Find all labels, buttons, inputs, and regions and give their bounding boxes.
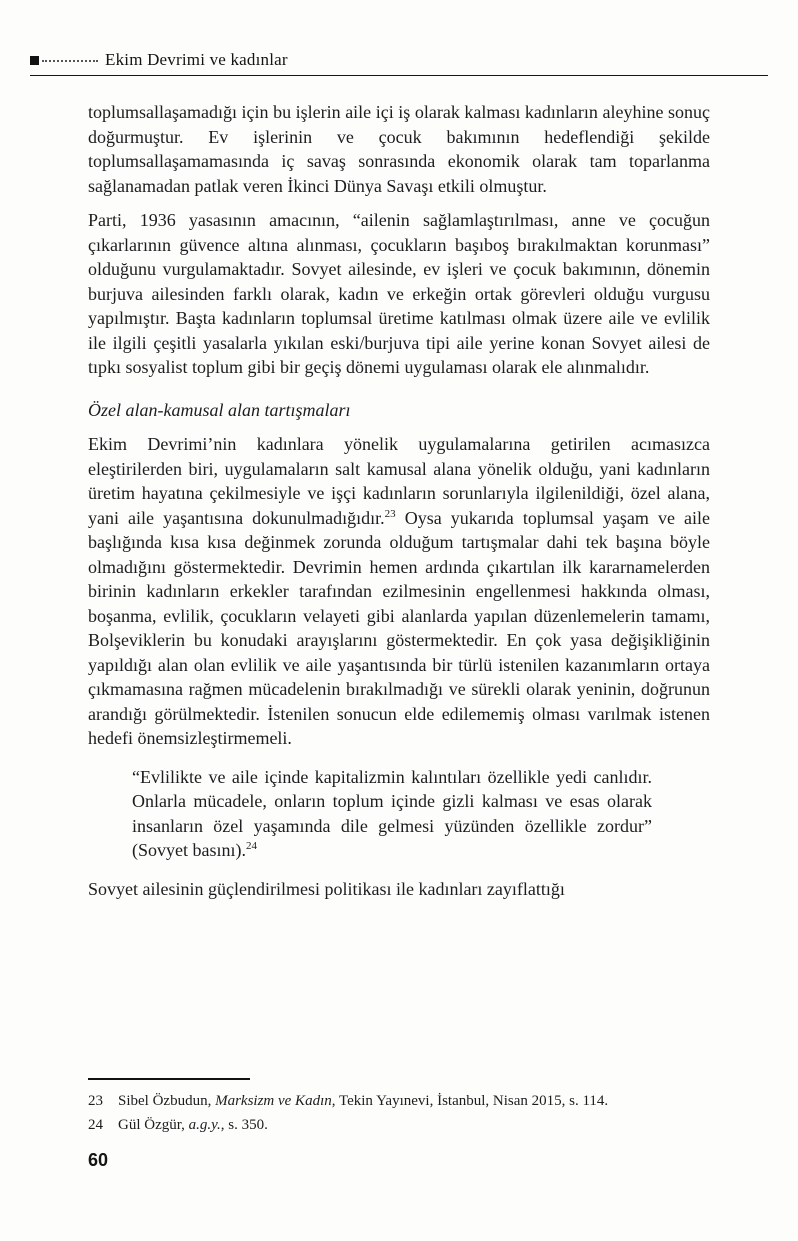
footnote-ref-23: 23 bbox=[384, 507, 396, 520]
footnote-text bbox=[118, 1113, 710, 1137]
paragraph-text: Ekim Devrimi’nin kadınlara yönelik uygulamalarına getirilen acımasızca eleştirilerden biri, uygulamaların salt kamusal alana yönelik olduğu, yani kadınların üretim hayatına çekilmesiyle ve işçi kadınların sorunlarıyla ilgilenildiği, özel alana, yani aile yaşantısına dokunulmadığıdır. bbox=[88, 434, 710, 528]
body-paragraph-2: Parti, 1936 yasasının amacının, “ailenin sağlamlaştırılması, anne ve çocuğun çıkarlarının güvence altına alınması, çocukların başıboş bırakılmaktan korunması” olduğunu vurgulamaktadır. Sovyet ailesinde, ev işleri ve çocuk bakımının, dönemin burjuva ailesinden farklı olarak, kadın ve erkeğin ortak görevleri olduğu vurgusu yapılmıştır. Başta kadınların toplumsal üretime katılması olmak üzere aile ve evlilik ile ilgili çeşitli yasalarla yıkılan eski/burjuva tipi aile yerine konan Sovyet ailesi de tıpkı sosyalist toplum gibi bir geçiş dönemi uygulaması olarak ele alınmalıdır. bbox=[88, 210, 710, 377]
block-quote bbox=[132, 765, 652, 863]
header-square-marker-icon bbox=[30, 56, 39, 65]
paragraph-text: Oysa yukarıda toplumsal yaşam ve aile başlığında kısa kısa değinmek zorunda olduğum tartışmalar dahi tek başına böyle olmadığını göstermektedir. Devrimin hemen ardında çıkartılan ilk kararnamelerden birinin kadınların erkekler tarafından ezilmesinin engellenmesi hakkında olması, boşanma, evlilik, çocukların velayeti gibi alanlarda yapılan düzenlemelerin tamamı, Bolşeviklerin bu konudaki arayışlarını göstermektedir. En çok yasa değişikliğinin yapıldığı alan olan evlilik ve aile yaşantısında bir türlü istenilen kazanımların ortaya çıkmamasına rağmen mücadelenin bırakılmadığı ve sürekli olarak yeninin, doğrunun arandığı görülmektedir. İstenilen sonucun elde edilememiş olması varılmak istenen hedefi önemsizleştirmemeli. bbox=[88, 507, 710, 748]
page-content bbox=[88, 100, 710, 911]
running-header-title: Ekim Devrimi ve kadınlar bbox=[105, 50, 288, 69]
header-rule bbox=[30, 75, 768, 76]
footnote-separator-rule bbox=[88, 1078, 250, 1080]
footnote-book-title-italic: Marksizm ve Kadın bbox=[215, 1093, 332, 1109]
footnote-text-part: Gül Özgür, bbox=[118, 1117, 189, 1133]
section-heading: Özel alan-kamusal alan tartışmaları bbox=[88, 399, 351, 420]
footnote-23 bbox=[88, 1089, 710, 1113]
footnote-24 bbox=[88, 1113, 710, 1137]
footnote-number: 23 bbox=[88, 1093, 103, 1109]
running-header bbox=[30, 50, 768, 70]
header-dotted-line bbox=[42, 60, 98, 62]
footnote-text-part: , Tekin Yayınevi, İstanbul, Nisan 2015, s. 114. bbox=[331, 1093, 609, 1109]
body-paragraph-1: toplumsallaşamadığı için bu işlerin aile içi iş olarak kalması kadınların aleyhine sonuç doğurmuştur. Ev işlerinin ve çocuk bakımının hedeflendiği şekilde toplumsallaşamamasında iç savaş sonrasında ekonomik olarak tam toparlanma sağlanamadan patlak veren İkinci Dünya Savaşı etkili olmuştur. bbox=[88, 102, 710, 196]
footnotes-section bbox=[88, 1078, 710, 1137]
page-number: 60 bbox=[88, 1150, 109, 1170]
body-paragraph-4: Sovyet ailesinin güçlendirilmesi politikası ile kadınları zayıflattığı bbox=[88, 878, 565, 899]
footnote-number: 24 bbox=[88, 1117, 103, 1133]
footnote-text-part: Sibel Özbudun, bbox=[118, 1093, 216, 1109]
footnote-abbrev-italic: a.g.y. bbox=[188, 1117, 221, 1133]
quote-text: “Evlilikte ve aile içinde kapitalizmin kalıntıları özellikle yedi canlıdır. Onlarla mücadele, onların toplum içinde gizli kalması ve esas olarak insanların özel yaşamında dile gelmesi yüzünden özellikle zordur” (Sovyet basını). bbox=[132, 766, 652, 860]
body-paragraph-3 bbox=[88, 432, 710, 751]
footnote-text-part: , s. 350. bbox=[220, 1117, 268, 1133]
footnote-ref-24: 24 bbox=[246, 840, 257, 852]
footnote-text bbox=[118, 1089, 710, 1113]
